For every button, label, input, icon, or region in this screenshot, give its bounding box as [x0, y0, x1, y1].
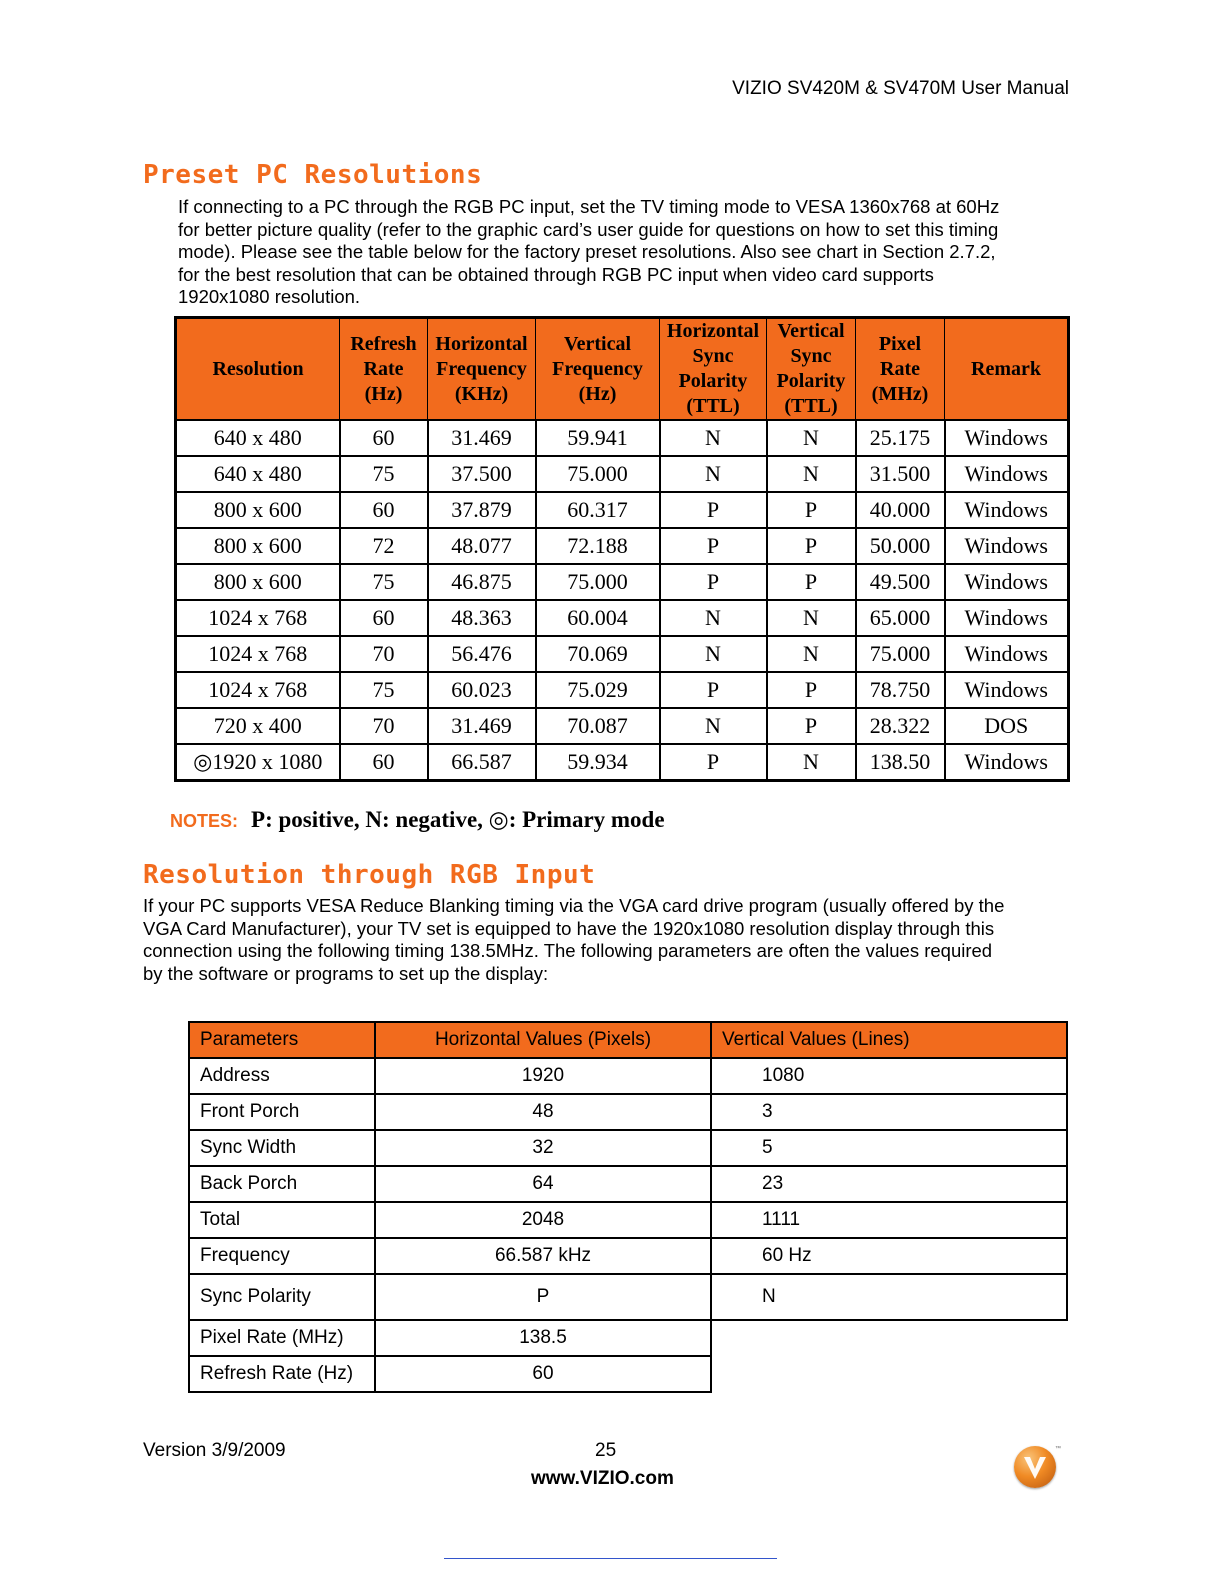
table-row: [189, 1166, 1067, 1202]
rgb-parameters-table: [188, 1021, 1068, 1393]
table-cell: 64: [375, 1166, 711, 1202]
table-cell: P: [660, 564, 767, 600]
preset-col-header-line: Sync: [790, 345, 832, 367]
table-cell: 1080: [711, 1058, 1067, 1094]
table-cell: Frequency: [189, 1238, 375, 1274]
table-row: [189, 1130, 1067, 1166]
footer-url[interactable]: www.VIZIO.com: [531, 1468, 674, 1489]
page-header: VIZIO SV420M & SV470M User Manual: [732, 78, 1069, 99]
table-cell: N: [767, 420, 856, 456]
table-row: [189, 1058, 1067, 1094]
table-cell: 48: [375, 1094, 711, 1130]
preset-col-header-line: Remark: [971, 357, 1041, 380]
preset-col-header-line: Frequency: [552, 357, 643, 380]
table-cell: 48.077: [428, 528, 536, 564]
table-cell: N: [767, 744, 856, 781]
table-row: [176, 420, 1069, 456]
table-cell: ◎1920 x 1080: [176, 744, 340, 781]
table-cell: Windows: [945, 636, 1069, 672]
table-cell: Windows: [945, 492, 1069, 528]
preset-col-header-line: Refresh: [350, 332, 417, 355]
table-cell: 720 x 400: [176, 708, 340, 744]
table-cell: 40.000: [856, 492, 945, 528]
table-cell: 75.029: [536, 672, 660, 708]
page-number: 25: [595, 1440, 617, 1461]
table-cell: 138.5: [375, 1320, 711, 1356]
table-cell: Sync Width: [189, 1130, 375, 1166]
table-cell: Windows: [945, 420, 1069, 456]
table-cell: 66.587: [428, 744, 536, 781]
table-row: [176, 672, 1069, 708]
preset-col-header-line: Frequency: [436, 357, 527, 380]
table-cell: 60: [340, 492, 428, 528]
table-cell: P: [767, 708, 856, 744]
table-cell: 640 x 480: [176, 456, 340, 492]
preset-col-header-line: (TTL): [686, 395, 740, 417]
table-cell: 78.750: [856, 672, 945, 708]
table-cell: 3: [711, 1094, 1067, 1130]
table-cell: 60.004: [536, 600, 660, 636]
table-cell: 72.188: [536, 528, 660, 564]
preset-col-header: [660, 318, 767, 421]
table-cell: 60: [340, 744, 428, 781]
preset-section-title: Preset PC Resolutions: [143, 160, 483, 190]
table-cell: 1024 x 768: [176, 636, 340, 672]
notes: [170, 806, 665, 833]
table-row: [176, 456, 1069, 492]
table-cell: 49.500: [856, 564, 945, 600]
table-cell: 28.322: [856, 708, 945, 744]
table-cell: N: [660, 456, 767, 492]
table-cell: 60.023: [428, 672, 536, 708]
table-cell: 1024 x 768: [176, 672, 340, 708]
notes-text: P: positive, N: negative, ◎: Primary mode: [251, 807, 665, 832]
rgb-table-header-row: [189, 1022, 1067, 1058]
preset-col-header-line: (Hz): [364, 382, 403, 405]
table-cell: 5: [711, 1130, 1067, 1166]
bottom-link-line: [444, 1558, 777, 1559]
preset-intro-line: If connecting to a PC through the RGB PC input, set the TV timing mode to VESA 1360x768 at 60Hz: [178, 196, 1000, 217]
table-cell: P: [660, 492, 767, 528]
table-cell: N: [660, 600, 767, 636]
preset-col-header-line: Rate: [880, 357, 920, 380]
table-cell: 32: [375, 1130, 711, 1166]
table-cell: 70.069: [536, 636, 660, 672]
table-cell: 70: [340, 708, 428, 744]
table-cell: 75: [340, 564, 428, 600]
table-cell: 640 x 480: [176, 420, 340, 456]
table-cell: Total: [189, 1202, 375, 1238]
table-row: [176, 492, 1069, 528]
table-cell: 31.500: [856, 456, 945, 492]
preset-col-header-line: Pixel: [878, 332, 922, 355]
notes-label: NOTES:: [170, 811, 239, 831]
table-cell: P: [767, 564, 856, 600]
preset-intro-line: mode). Please see the table below for the factory preset resolutions. Also see chart in Section 2.7.2,: [178, 241, 996, 263]
table-cell: 50.000: [856, 528, 945, 564]
table-cell: 75.000: [536, 564, 660, 600]
table-cell: P: [660, 528, 767, 564]
preset-col-header-line: Resolution: [212, 357, 304, 380]
table-cell: 60: [375, 1356, 711, 1392]
preset-col-header: [536, 318, 660, 421]
rgb-intro-line: by the software or programs to set up the display:: [143, 962, 549, 984]
table-cell: 60 Hz: [711, 1238, 1067, 1274]
table-cell: N: [767, 600, 856, 636]
preset-col-header-line: (MHz): [871, 382, 929, 405]
table-row: [176, 600, 1069, 636]
table-cell: 800 x 600: [176, 528, 340, 564]
table-cell: 1111: [711, 1202, 1067, 1238]
table-cell: Windows: [945, 564, 1069, 600]
preset-col-header-line: Horizontal: [666, 320, 760, 342]
trademark-mark: ™: [1055, 1446, 1061, 1452]
table-cell: Windows: [945, 600, 1069, 636]
table-cell: Windows: [945, 744, 1069, 781]
table-cell: 138.50: [856, 744, 945, 781]
rgb-section-title: Resolution through RGB Input: [143, 860, 596, 890]
preset-col-header-line: Horizontal: [435, 332, 528, 355]
preset-resolutions-table: [174, 316, 1070, 782]
preset-col-header: [767, 318, 856, 421]
table-cell: DOS: [945, 708, 1069, 744]
preset-col-header-line: Vertical: [563, 332, 631, 355]
table-cell: Sync Polarity: [189, 1274, 375, 1320]
preset-table-header-row: [176, 318, 1069, 421]
table-row: [189, 1238, 1067, 1274]
table-row: [176, 528, 1069, 564]
table-cell: 75.000: [536, 456, 660, 492]
table-cell: 72: [340, 528, 428, 564]
table-cell: 800 x 600: [176, 564, 340, 600]
table-row: [176, 708, 1069, 744]
table-cell: Windows: [945, 672, 1069, 708]
table-row: [189, 1202, 1067, 1238]
table-cell: N: [660, 636, 767, 672]
table-cell: Front Porch: [189, 1094, 375, 1130]
rgb-intro-line: VGA Card Manufacturer), your TV set is equipped to have the 1920x1080 resolution display through this: [143, 917, 995, 939]
table-cell: 31.469: [428, 708, 536, 744]
table-cell: 70: [340, 636, 428, 672]
table-cell: Back Porch: [189, 1166, 375, 1202]
table-cell: 25.175: [856, 420, 945, 456]
table-row: [176, 564, 1069, 600]
table-cell: 59.934: [536, 744, 660, 781]
table-cell: 75.000: [856, 636, 945, 672]
table-cell: 800 x 600: [176, 492, 340, 528]
table-cell: 56.476: [428, 636, 536, 672]
rgb-intro-line: If your PC supports VESA Reduce Blanking timing via the VGA card drive program (usually offered by the: [143, 895, 1005, 916]
rgb-col-header: Vertical Values (Lines): [711, 1022, 1067, 1058]
preset-col-header: [428, 318, 536, 421]
preset-col-header-line: Sync: [692, 345, 734, 367]
table-cell: P: [375, 1274, 711, 1320]
preset-table-body: [176, 420, 1069, 781]
preset-col-header-line: Polarity: [678, 370, 748, 392]
preset-col-header: [856, 318, 945, 421]
table-cell: P: [767, 672, 856, 708]
preset-col-header-line: (KHz): [454, 382, 509, 405]
table-cell: 65.000: [856, 600, 945, 636]
table-cell: N: [711, 1274, 1067, 1320]
table-cell: 48.363: [428, 600, 536, 636]
table-cell: 23: [711, 1166, 1067, 1202]
table-cell: Windows: [945, 456, 1069, 492]
table-cell: 2048: [375, 1202, 711, 1238]
table-cell: P: [767, 528, 856, 564]
table-cell: Windows: [945, 528, 1069, 564]
table-cell: N: [767, 636, 856, 672]
empty-cell: [711, 1320, 1067, 1356]
empty-cell: [711, 1356, 1067, 1392]
table-cell: 70.087: [536, 708, 660, 744]
table-row: [189, 1274, 1067, 1320]
footer-version: Version 3/9/2009: [143, 1440, 286, 1461]
rgb-intro-line: connection using the following timing 138.5MHz. The following parameters are often the values required: [143, 940, 993, 962]
table-cell: 75: [340, 672, 428, 708]
rgb-intro: [143, 895, 1004, 985]
preset-intro-line: for the best resolution that can be obtained through RGB PC input when video card supports: [178, 263, 934, 285]
table-cell: 37.879: [428, 492, 536, 528]
table-cell: 60.317: [536, 492, 660, 528]
table-cell: 60: [340, 420, 428, 456]
preset-col-header: [945, 318, 1069, 421]
table-cell: Pixel Rate (MHz): [189, 1320, 375, 1356]
table-cell: 59.941: [536, 420, 660, 456]
preset-col-header-line: Rate: [363, 357, 404, 380]
rgb-col-header: Horizontal Values (Pixels): [375, 1022, 711, 1058]
table-cell: 1920: [375, 1058, 711, 1094]
table-row: [176, 744, 1069, 781]
preset-col-header-line: (TTL): [784, 395, 838, 417]
table-cell: 60: [340, 600, 428, 636]
table-cell: 1024 x 768: [176, 600, 340, 636]
table-cell: P: [660, 672, 767, 708]
preset-intro-line: for better picture quality (refer to the graphic card’s user guide for questions on how to set this timing: [178, 218, 999, 240]
table-cell: 66.587 kHz: [375, 1238, 711, 1274]
preset-col-header: [176, 318, 340, 421]
table-row: [189, 1356, 1067, 1392]
preset-col-header-line: (Hz): [578, 382, 617, 405]
table-cell: P: [767, 492, 856, 528]
table-cell: Address: [189, 1058, 375, 1094]
table-cell: 31.469: [428, 420, 536, 456]
table-cell: 75: [340, 456, 428, 492]
preset-col-header-line: Vertical: [777, 320, 845, 342]
table-row: [189, 1320, 1067, 1356]
preset-col-header: [340, 318, 428, 421]
table-row: [176, 636, 1069, 672]
table-cell: Refresh Rate (Hz): [189, 1356, 375, 1392]
rgb-table-body: [189, 1022, 1067, 1392]
table-cell: 37.500: [428, 456, 536, 492]
table-row: [189, 1094, 1067, 1130]
table-cell: P: [660, 744, 767, 781]
table-cell: N: [660, 420, 767, 456]
preset-intro: [178, 196, 999, 309]
preset-intro-line: 1920x1080 resolution.: [178, 286, 361, 308]
table-cell: N: [660, 708, 767, 744]
preset-col-header-line: Polarity: [776, 370, 846, 392]
vizio-v-logo-icon: [1014, 1446, 1056, 1488]
table-cell: 46.875: [428, 564, 536, 600]
rgb-col-header: Parameters: [189, 1022, 375, 1058]
table-cell: N: [767, 456, 856, 492]
